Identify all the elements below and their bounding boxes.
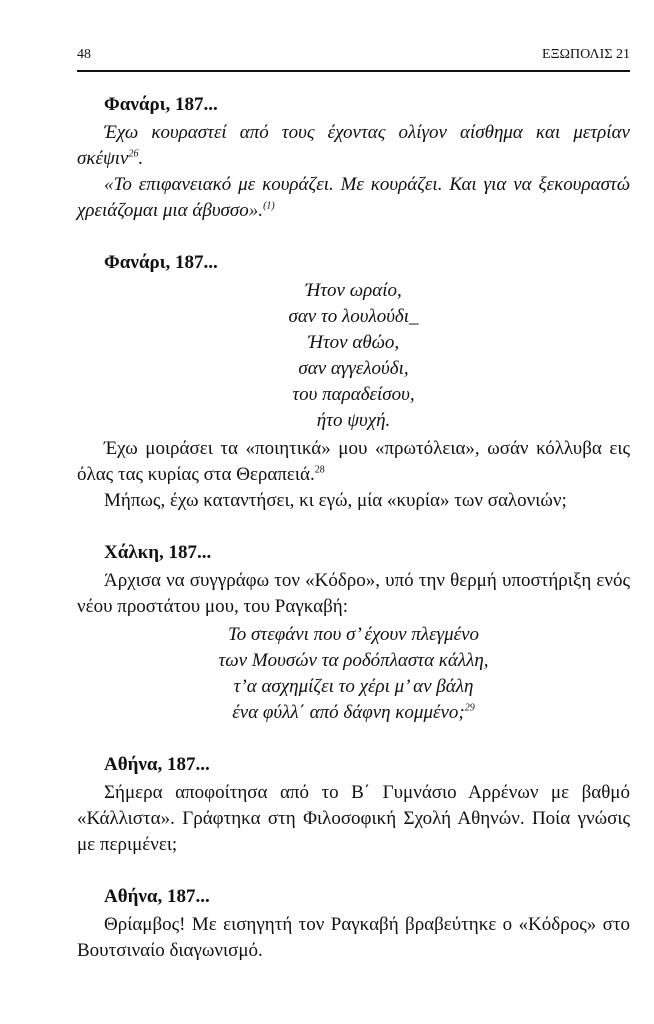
poem-line: σαν το λουλούδι_: [288, 306, 419, 327]
entry-heading: Φανάρι, 187...: [104, 252, 218, 273]
poem-stanza: [77, 278, 630, 434]
entry-paragraph: Έχω μοιράσει τα «ποιητικά» μου «πρωτόλεια», ωσάν κόλλυβα εις όλας τας κυρίας στα Θεραπειά.$^{28}$: [77, 438, 630, 485]
diary-entry: [77, 752, 630, 858]
running-header: [77, 47, 630, 63]
entry-heading: Χάλκη, 187...: [104, 542, 212, 563]
running-title: ΕΞΩΠΟΛΙΣ 21: [542, 47, 630, 62]
poem-line: των Μουσών τα ροδόπλαστα κάλλη,: [218, 650, 489, 671]
poem-line: τ’α ασχημίζει το χέρι μ’ αν βάλη: [233, 676, 474, 697]
footnote-ref: 26: [128, 148, 139, 160]
poem-line: ήτο ψυχή.: [316, 410, 391, 431]
entry-paragraph: Θρίαμβος! Με εισηγητή τον Ραγκαβή βραβεύτηκε ο «Κόδρος» στο Βουτσιναίο διαγωνισμό.: [77, 914, 630, 961]
poem-stanza: [77, 622, 630, 726]
poem-line: Ήτον ωραίο,: [305, 280, 402, 301]
footnote-ref: 28: [314, 464, 325, 476]
poem-line: Το στεφάνι που σ’ έχουν πλεγμένο: [227, 624, 480, 645]
footnote-ref: (1): [263, 200, 275, 212]
entry-paragraph: Μήπως, έχω καταντήσει, κι εγώ, μία «κυρία» των σαλονιών;: [104, 490, 567, 511]
header-rule: [77, 70, 630, 72]
poem-line: ένα φύλλ΄ από δάφνη κομμένο;$^{29}$: [232, 702, 475, 723]
entry-paragraph: Έχω κουραστεί από τους έχοντας ολίγον αίσθημα και μετρίαν σκέψιν$^{26}$.: [77, 122, 630, 169]
poem-line: Ήτον αθώο,: [307, 332, 400, 353]
entry-paragraph: «Το επιφανειακό με κουράζει. Με κουράζει. Και για να ξεκουραστώ χρειάζομαι μια άβυσσο».$^{(1)}$: [77, 174, 630, 221]
diary-entry: [77, 250, 630, 514]
entry-heading: Αθήνα, 187...: [104, 886, 210, 907]
poem-line: του παραδείσου,: [292, 384, 415, 405]
entry-heading: Αθήνα, 187...: [104, 754, 210, 775]
page-content: [77, 92, 630, 990]
diary-entry: [77, 540, 630, 726]
page-number: 48: [77, 47, 91, 62]
diary-entry: [77, 92, 630, 224]
footnote-ref: 29: [464, 702, 475, 714]
diary-entry: [77, 884, 630, 964]
entry-heading: Φανάρι, 187...: [104, 94, 218, 115]
poem-line: σαν αγγελούδι,: [298, 358, 409, 379]
entry-paragraph: Σήμερα αποφοίτησα από το Β΄ Γυμνάσιο Αρρένων με βαθμό «Κάλλιστα». Γράφτηκα στη Φιλοσοφική Σχολή Αθηνών. Ποία γνώσις με περιμένει;: [77, 782, 630, 855]
entry-paragraph: Άρχισα να συγγράφω τον «Κόδρο», υπό την θερμή υποστήριξη ενός νέου προστάτου μου, του Ραγκαβή:: [77, 570, 630, 617]
